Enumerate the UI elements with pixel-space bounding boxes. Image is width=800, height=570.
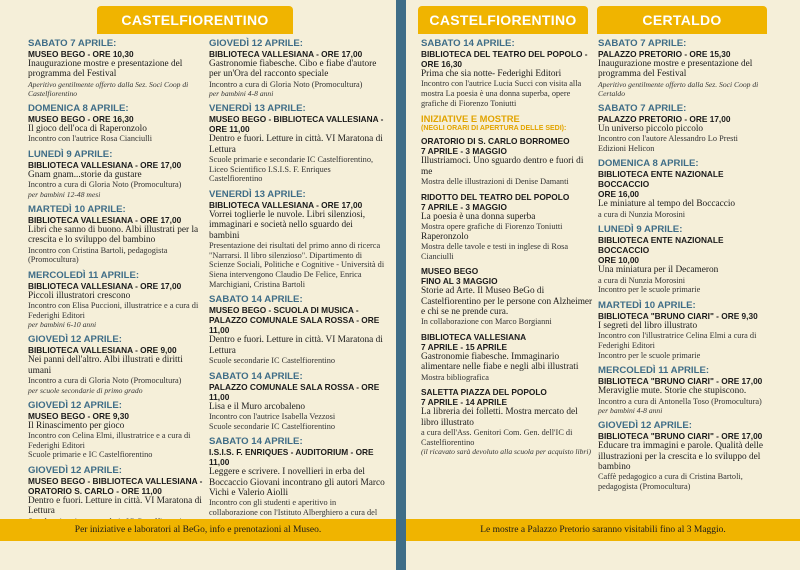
event-description: Incontro a cura di Antonella Toso (Promocultura) (598, 396, 762, 406)
event-date: SABATO 7 APRILE: (598, 102, 687, 114)
event-title: Gastronomie fiabesche. Immaginario alimentare nelle fiabe e negli albi illustrati (421, 352, 579, 373)
event-venue: BIBLIOTECA DEL TEATRO DEL POPOLO - ORE 16,30 (421, 49, 588, 69)
event-date: MERCOLEDÌ 11 APRILE: (28, 269, 140, 281)
event-audience-note: Aperitivo gentilmente offerto dalla Sez. Soci Coop di Castelfiorentino (28, 79, 189, 98)
event-title: Una miniatura per il Decameron (598, 265, 719, 276)
event-description: Incontro a cura di Gloria Noto (Promocultura) (28, 376, 182, 386)
event-title: Lisa e il Muro arcobaleno (209, 401, 306, 412)
event-entry (28, 38, 204, 98)
event-entry (209, 38, 385, 98)
event-venue: BIBLIOTECA "BRUNO CIARI" - ORE 17,00 (598, 431, 763, 442)
event-date: DOMENICA 8 APRILE: (598, 158, 699, 170)
event-date: GIOVEDÌ 12 APRILE: (598, 420, 693, 432)
event-description: Incontro a cura di Gloria Noto (Promocultura) (28, 180, 182, 190)
event-title: Leggere e scrivere. I novellieri in erba del Boccaccio Giovani incontrano gli autori Marco Vichi e Valerio Aiolli (209, 467, 385, 498)
event-entry (28, 270, 204, 330)
event-venue: MUSEO BEGO - BIBLIOTECA VALLESIANA - ORE 11,00 (209, 114, 384, 135)
event-audience-note: Aperitivo gentilmente offerto dalla Sez. Soci Coop di Certaldo (598, 79, 759, 98)
event-date: VENERDÌ 13 APRILE: (209, 103, 306, 115)
event-description: Scuole secondarie IC Castelfiorentino (209, 421, 336, 431)
event-date: GIOVEDÌ 12 APRILE: (28, 334, 123, 346)
event-date: MARTEDÌ 10 APRILE: (598, 300, 696, 311)
event-description: Incontro con l'illustratrice Celina Elmi a cura di Federighi Editori (598, 331, 757, 350)
event-entry (598, 158, 768, 219)
event-date: GIOVEDÌ 12 APRILE: (209, 38, 304, 49)
event-title: Dentro e fuori. Letture in città. VI Maratona di Lettura (28, 496, 202, 517)
event-entry (209, 189, 385, 289)
event-title: Meraviglie mute. Storie che stupiscono. (598, 386, 747, 397)
event-title: Storie ad Arte. Il Museo BeGo di Castelfiorentino per le persone con Alzheimer e chi se ne prende cura. (421, 286, 593, 317)
event-venue: BIBLIOTECA "BRUNO CIARI" - ORE 17,00 (598, 376, 763, 387)
event-description: Caffè pedagogico a cura di Cristina Bartoli, pedagogista (Promocultura) (598, 472, 743, 491)
event-entry (28, 465, 204, 526)
event-venue: MUSEO BEGO - ORE 9,30 (28, 410, 129, 421)
left-column-1 (28, 38, 204, 531)
event-venue: BIBLIOTECA "BRUNO CIARI" - ORE 9,30 (598, 311, 758, 321)
event-entry (28, 204, 204, 265)
event-venue: BIBLIOTECA ENTE NAZIONALE BOCCACCIO (598, 169, 724, 190)
event-venue: PALAZZO COMUNALE SALA ROSSA - ORE 11,00 (209, 381, 380, 402)
event-entry (421, 266, 593, 327)
right-column-2 (598, 38, 768, 497)
event-description: Scuole secondarie IC Castelfiorentino (209, 356, 336, 365)
event-entry (421, 136, 593, 186)
left-footer-note: Per iniziative e laboratori al BeGo, info e prenotazioni al Museo. (0, 519, 396, 541)
event-description: Incontro per le scuole primarie (598, 350, 701, 360)
event-title: Raperonzolo (421, 231, 469, 242)
event-description: Incontro con gli studenti e aperitivo in collaborazione con l'Istituto Alberghiero a cura del (209, 498, 378, 517)
event-venue: 7 APRILE - 3 MAGGIO (421, 146, 507, 157)
right-header-tab-castelfiorentino: CASTELFIORENTINO (418, 6, 588, 34)
event-description: Incontro con Cristina Bartoli, pedagogista (Promocultura) (28, 245, 168, 265)
event-description: Incontro con Elisa Puccioni, illustratrice e a cura di Federighi Editori (28, 301, 199, 320)
event-date: DOMENICA 8 APRILE: (28, 102, 129, 114)
event-venue: MUSEO BEGO (421, 266, 479, 277)
event-venue: BIBLIOTECA VALLESIANA - ORE 17,00 (209, 49, 363, 59)
event-title: Gastronomie fiabesche. Cibo e fiabe d'autore per un'Ora del racconto speciale (209, 59, 377, 80)
event-entry (598, 103, 768, 154)
event-audience-note: per scuole secondarie di primo grado (28, 385, 143, 395)
event-entry (209, 436, 385, 527)
event-entry (28, 103, 204, 144)
event-date: MERCOLEDÌ 11 APRILE: (598, 365, 710, 377)
event-audience-note: per bambini 4-8 anni (598, 406, 663, 416)
initiatives-subheader: (NEGLI ORARI DI APERTURA DELLE SEDI): (421, 125, 567, 133)
event-entry (209, 294, 385, 365)
event-description: Mostra delle tavole e testi in inglese di Rosa Cianciulli (421, 242, 569, 261)
event-entry (598, 365, 768, 415)
right-column-1 (421, 38, 593, 461)
event-venue: MUSEO BEGO - ORE 16,30 (28, 113, 134, 124)
event-venue: FINO AL 3 MAGGIO (421, 276, 498, 287)
event-description: Incontro con l'autrice Isabella Vezzosi (209, 412, 336, 421)
event-venue: MUSEO BEGO - ORE 10,30 (28, 49, 134, 59)
event-venue: PALAZZO PRETORIO - ORE 17,00 (598, 113, 731, 124)
event-title: La poesia è una donna superba (421, 211, 536, 222)
event-date: SABATO 14 APRILE: (209, 436, 303, 448)
event-venue: BIBLIOTECA VALLESIANA - ORE 17,00 (209, 200, 363, 210)
event-entry (598, 300, 768, 360)
event-entry (209, 371, 385, 432)
left-page (0, 0, 396, 570)
event-entry (421, 387, 593, 456)
event-title: Inaugurazione mostre e presentazione del programma del Festival (28, 59, 183, 80)
event-date: LUNEDÌ 9 APRILE: (598, 224, 683, 236)
event-venue: BIBLIOTECA VALLESIANA (421, 332, 527, 342)
event-description: a cura di Nunzia Morosini (598, 275, 686, 285)
event-title: Le miniature al tempo del Boccaccio (598, 199, 736, 210)
event-title: Prima che sia notte- Federighi Editori (421, 69, 562, 79)
event-title: Vorrei toglierle le nuvole. Libri silenziosi, immaginari e società nello sguardo dei bambini (209, 210, 366, 241)
event-venue: 7 APRILE - 14 APRILE (421, 397, 508, 408)
event-venue: BIBLIOTECA VALLESIANA - ORE 17,00 (28, 214, 182, 225)
event-description: Incontro con l'autrice Lucia Succi con visita alla mostra La poesia è una donna superba, opere grafiche di Fiorenzo Toniutti (421, 79, 582, 108)
event-entry (598, 224, 768, 295)
event-venue: 7 APRILE - 3 MAGGIO (421, 201, 507, 212)
left-header-tab: CASTELFIORENTINO (97, 6, 293, 34)
event-date: SABATO 7 APRILE: (598, 38, 687, 49)
event-title: Gnam gnam...storie da gustare (28, 169, 142, 180)
event-title: Un universo piccolo piccolo (598, 123, 704, 134)
event-description: Incontro con l'autrice Rosa Cianciulli (28, 134, 153, 144)
event-date: SABATO 14 APRILE: (421, 38, 515, 49)
event-title: I segreti del libro illustrato (598, 321, 698, 331)
event-title: Nei panni dell'altro. Albi illustrati e diritti umani (28, 355, 183, 376)
event-date: VENERDÌ 13 APRILE: (209, 189, 306, 200)
event-venue: PALAZZO PRETORIO - ORE 15,30 (598, 49, 731, 59)
event-date: LUNEDÌ 9 APRILE: (28, 148, 113, 160)
event-venue: MUSEO BEGO - SCUOLA DI MUSICA - PALAZZO COMUNALE SALA ROSSA - ORE 11,00 (209, 305, 380, 336)
event-date: SABATO 14 APRILE: (209, 294, 303, 306)
event-description: Mostra bibliografica (421, 372, 489, 382)
right-page (406, 0, 800, 570)
event-venue: BIBLIOTECA VALLESIANA - ORE 17,00 (28, 159, 182, 170)
event-venue: RIDOTTO DEL TEATRO DEL POPOLO (421, 191, 570, 202)
right-column-1-events (421, 38, 593, 108)
event-venue: SALETTA PIAZZA DEL POPOLO (421, 387, 547, 398)
event-description: Scuole primarie e secondarie IC Castelfiorentino, Liceo Scientifico I.S.I.S. F. Enriques Castelfiorentino (209, 155, 374, 184)
event-entry (598, 38, 768, 98)
event-venue: MUSEO BEGO - BIBLIOTECA VALLESIANA - ORATORIO S. CARLO - ORE 11,00 (28, 476, 203, 496)
event-title: Educare tra immagini e parole. Qualità delle illustrazioni per la crescita e lo sviluppo del bambino (598, 441, 763, 472)
right-footer-note: Le mostre a Palazzo Pretorio saranno visitabili fino al 3 Maggio. (406, 519, 800, 541)
event-description: Presentazione dei risultati del primo anno di ricerca "Narrarsi. Il libro silenzioso". Dipartimento di Scienze Sociali, Politiche e Cognitive - Università di Siena intervengono Claudio De Felice, Enrica Marchigiani, Cristina Bartoli (209, 241, 385, 289)
event-audience-note: per bambini 12-48 mesi (28, 189, 101, 199)
event-title: La libreria dei folletti. Mostra mercato del libro illustrato (421, 407, 578, 428)
event-audience-note: per bambini 6-10 anni (28, 320, 97, 330)
event-venue: I.S.I.S. F. ENRIQUES - AUDITORIUM - ORE 11,00 (209, 447, 374, 468)
event-date: GIOVEDÌ 12 APRILE: (28, 399, 123, 411)
event-entry (28, 400, 204, 460)
event-entry (28, 334, 204, 394)
event-title: Libri che sanno di buono. Albi illustrati per la crescita e lo sviluppo del bambino (28, 224, 199, 246)
initiatives-header: INIZIATIVE E MOSTRE (421, 113, 520, 125)
event-venue: ORATORIO DI S. CARLO BORROMEO (421, 136, 570, 147)
event-description: Incontro per le scuole primarie (598, 285, 701, 295)
event-title: Illustriamoci. Uno sguardo dentro e fuori di me (421, 156, 584, 177)
event-title: Dentro e fuori. Letture in città. VI Maratona di Lettura (209, 134, 383, 155)
event-entry (598, 420, 768, 491)
event-audience-note: (il ricavato sarà devoluto alla scuola per acquisto libri) (421, 447, 591, 457)
event-audience-note: per bambini 4-8 anni (209, 89, 274, 99)
event-venue: BIBLIOTECA VALLESIANA - ORE 17,00 (28, 280, 182, 291)
event-description: Incontro con l'autore Alessandro Lo Presti Edizioni Helicon (598, 134, 738, 153)
event-venue: BIBLIOTECA VALLESIANA - ORE 9,00 (28, 345, 177, 356)
right-header-tab-certaldo: CERTALDO (597, 6, 767, 34)
event-venue: BIBLIOTECA ENTE NAZIONALE BOCCACCIO (598, 235, 724, 256)
event-title: Il gioco dell'oca di Raperonzolo (28, 123, 147, 134)
event-date: GIOVEDÌ 12 APRILE: (28, 465, 123, 476)
event-description: Incontro a cura di Gloria Noto (Promocultura) (209, 79, 363, 89)
event-date: SABATO 7 APRILE: (28, 38, 117, 49)
event-entry (28, 149, 204, 199)
event-description: Scuole primarie e IC Castelfiorentino (28, 450, 153, 460)
event-title: Dentro e fuori. Letture in città. VI Maratona di Lettura (209, 335, 383, 356)
event-entry (421, 332, 593, 382)
event-date: SABATO 14 APRILE: (209, 370, 303, 382)
event-entry (421, 38, 593, 108)
event-description: Mostra delle illustrazioni di Denise Damanti (421, 177, 569, 186)
event-title: Il Rinascimento per gioco (28, 420, 125, 431)
event-description: a cura di Nunzia Morosini (598, 209, 686, 219)
event-description: In collaborazione con Marco Borgianni (421, 317, 552, 327)
event-venue: ORE 10,00 (598, 255, 640, 266)
event-description: Mostra opere grafiche di Fiorenzo Toniutti (421, 222, 563, 231)
event-entry (421, 192, 593, 262)
event-venue: ORE 16,00 (598, 189, 640, 200)
event-date: MARTEDÌ 10 APRILE: (28, 203, 126, 215)
event-description: a cura dell'Ass. Genitori Com. Gen. dell'IC di Castelfiorentino (421, 428, 573, 447)
event-venue: 7 APRILE - 15 APRILE (421, 342, 508, 352)
left-column-2 (209, 38, 385, 532)
event-title: Piccoli illustratori crescono (28, 290, 131, 301)
event-description: Incontro con Celina Elmi, illustratrice e a cura di Federighi Editori (28, 431, 191, 450)
event-entry (209, 103, 385, 184)
event-title: Inaugurazione mostre e presentazione del programma del Festival (598, 59, 753, 80)
exhibitions-list (421, 136, 593, 456)
